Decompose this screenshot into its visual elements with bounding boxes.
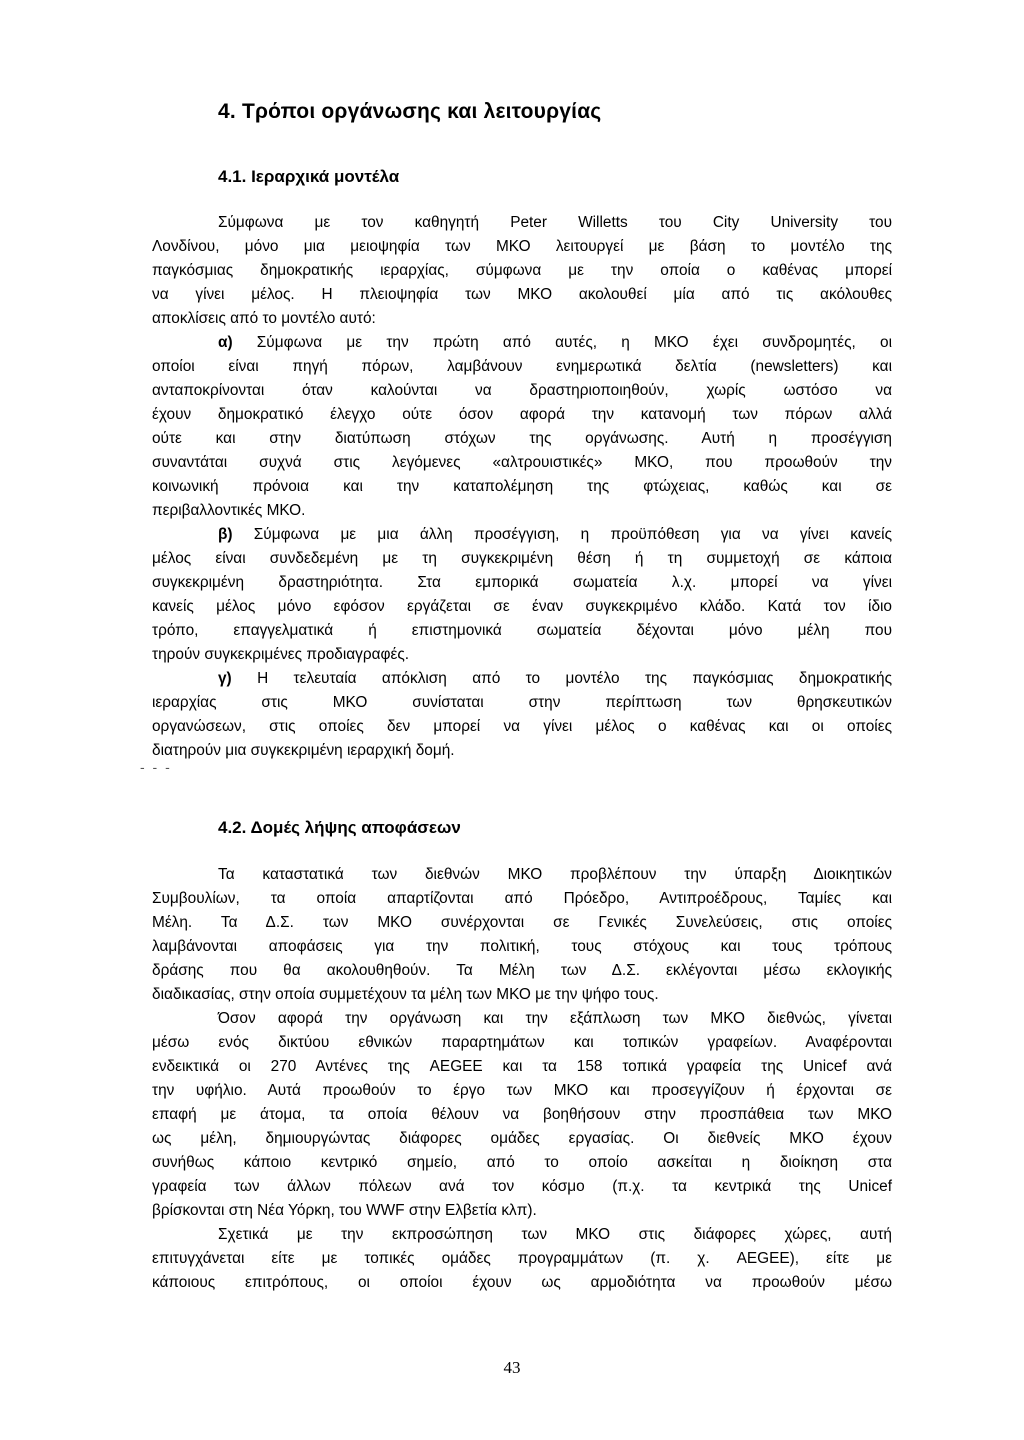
text-line: τηρούν συγκεκριμένες προδιαγραφές. xyxy=(152,646,410,663)
text-line: επιτυγχάνεται είτε με τοπικές ομάδες προγραμμάτων (π. χ. AEGEE), είτε με xyxy=(152,1250,892,1267)
text-line: Τα καταστατικά των διεθνών ΜΚΟ προβλέπουν την ύπαρξη Διοικητικών xyxy=(218,866,892,883)
text-line: παγκόσμιας δημοκρατικής ιεραρχίας, σύμφωνα με την οποία ο καθένας μπορεί xyxy=(152,262,892,279)
text-line: ιεραρχίας στις ΜΚΟ συνίσταται στην περίπτωση των θρησκευτικών xyxy=(152,694,892,711)
text-line: Λονδίνου, μόνο μια μειοψηφία των ΜΚΟ λειτουργεί με βάση το μοντέλο της xyxy=(152,238,892,255)
item-b-text: Σύμφωνα με μια άλλη προσέγγιση, η προϋπόθεση για να γίνει κανείς xyxy=(253,526,892,543)
text-line-item-c xyxy=(218,667,892,691)
item-label-b: β) xyxy=(218,526,233,543)
text-line: συγκεκριμένη δραστηριότητα. Στα εμπορικά σωματεία λ.χ. μπορεί να γίνει xyxy=(152,574,892,591)
text-line: κανείς μέλος μόνο εφόσον εργάζεται σε έναν συγκεκριμένο κλάδο. Κατά τον ίδιο xyxy=(152,598,892,615)
text-line: διατηρούν μια συγκεκριμένη ιεραρχική δομή. xyxy=(152,742,455,759)
text-line: οργανώσεων, στις οποίες δεν μπορεί να γίνει μέλος ο καθένας και οι οποίες xyxy=(152,718,892,735)
text-line: Συμβουλίων, τα οποία απαρτίζονται από Πρόεδρο, Αντιπροέδρους, Ταμίες και xyxy=(152,890,892,907)
subsection-title-hierarchical-models: 4.1. Ιεραρχικά μοντέλα xyxy=(218,167,400,186)
subsection-title-decision-structures: 4.2. Δομές λήψης αποφάσεων xyxy=(218,818,461,837)
margin-mark: - - - xyxy=(140,759,172,775)
text-line: μέσω ενός δικτύου εθνικών παραρτημάτων και τοπικών γραφείων. Αναφέρονται xyxy=(152,1034,892,1051)
text-line: δράσης που θα ακολουθηθούν. Τα Μέλη των Δ.Σ. εκλέγονται μέσω εκλογικής xyxy=(152,962,892,979)
text-line: να γίνει μέλος. Η πλειοψηφία των ΜΚΟ ακολουθεί μία από τις ακόλουθες xyxy=(152,286,892,303)
item-a-text: Σύμφωνα με την πρώτη από αυτές, η ΜΚΟ έχει συνδρομητές, οι xyxy=(256,334,892,351)
text-line: συναντάται συχνά στις λεγόμενες «αλτρουιστικές» ΜΚΟ, που προωθούν την xyxy=(152,454,892,471)
text-line: επαφή με άτομα, τα οποία θέλουν να βοηθήσουν στην προσπάθεια των ΜΚΟ xyxy=(152,1106,892,1123)
text-line: διαδικασίας, στην οποία συμμετέχουν τα μέλη των ΜΚΟ με την ψήφο τους. xyxy=(152,986,659,1003)
text-line: ανταποκρίνονται όταν καλούνται να δραστηριοποιηθούν, χωρίς ωστόσο να xyxy=(152,382,892,399)
text-line: βρίσκονται στη Νέα Υόρκη, του WWF στην Ελβετία κλπ). xyxy=(152,1202,537,1219)
text-line: αποκλίσεις από το μοντέλο αυτό: xyxy=(152,310,376,327)
text-line: λαμβάνονται αποφάσεις για την πολιτική, τους στόχους και τους τρόπους xyxy=(152,938,892,955)
text-line: έχουν δημοκρατικό έλεγχο ούτε όσον αφορά την κατανομή των πόρων αλλά xyxy=(152,406,892,423)
text-line: Σχετικά με την εκπροσώπηση των ΜΚΟ στις διάφορες χώρες, αυτή xyxy=(218,1226,892,1243)
text-line: οποίοι είναι πηγή πόρων, λαμβάνουν ενημερωτικά δελτία (newsletters) και xyxy=(152,358,892,375)
text-line: τρόπο, επαγγελματικά ή επιστημονικά σωματεία δέχονται μόνο μέλη που xyxy=(152,622,892,639)
text-line: την υφήλιο. Αυτά προωθούν το έργο των ΜΚΟ και προσεγγίζουν ή έρχονται σε xyxy=(152,1082,892,1099)
text-line: ούτε και στην διατύπωση στόχων της οργάνωσης. Αυτή η προσέγγιση xyxy=(152,430,892,447)
text-line: ενδεικτικά οι 270 Αντένες της AEGEE και τα 158 τοπικά γραφεία της Unicef ανά xyxy=(152,1058,892,1075)
text-line: γραφεία των άλλων πόλεων ανά τον κόσμο (π.χ. τα κεντρικά της Unicef xyxy=(152,1178,892,1195)
section-title: 4. Τρόποι οργάνωσης και λειτουργίας xyxy=(218,100,602,123)
item-label-a: α) xyxy=(218,334,233,351)
text-line-item-a xyxy=(218,331,892,355)
item-label-c: γ) xyxy=(218,670,232,687)
text-line: Όσον αφορά την οργάνωση και την εξάπλωση των ΜΚΟ διεθνώς, γίνεται xyxy=(218,1010,892,1027)
item-c-text: Η τελευταία απόκλιση από το μοντέλο της παγκόσμιας δημοκρατικής xyxy=(257,670,892,687)
text-line-item-b xyxy=(218,523,892,547)
text-line: Σύμφωνα με τον καθηγητή Peter Willetts του City University του xyxy=(218,214,892,231)
text-line: περιβαλλοντικές ΜΚΟ. xyxy=(152,502,306,519)
text-line: συνήθως κάποιο κεντρικό σημείο, από το οποίο ασκείται η διοίκηση στα xyxy=(152,1154,892,1171)
text-line: μέλος είναι συνδεδεμένη με τη συγκεκριμένη θέση ή τη συμμετοχή σε κάποια xyxy=(152,550,892,567)
page-number: 43 xyxy=(503,1358,521,1377)
text-line: κοινωνική πρόνοια και την καταπολέμηση της φτώχειας, καθώς και σε xyxy=(152,478,892,495)
text-line: Μέλη. Τα Δ.Σ. των ΜΚΟ συνέρχονται σε Γενικές Συνελεύσεις, στις οποίες xyxy=(152,914,892,931)
text-line: ως μέλη, δημιουργώντας διάφορες ομάδες εργασίας. Οι διεθνείς ΜΚΟ έχουν xyxy=(152,1130,892,1147)
text-line: κάποιους επιτρόπους, οι οποίοι έχουν ως αρμοδιότητα να προωθούν μέσω xyxy=(152,1274,892,1291)
